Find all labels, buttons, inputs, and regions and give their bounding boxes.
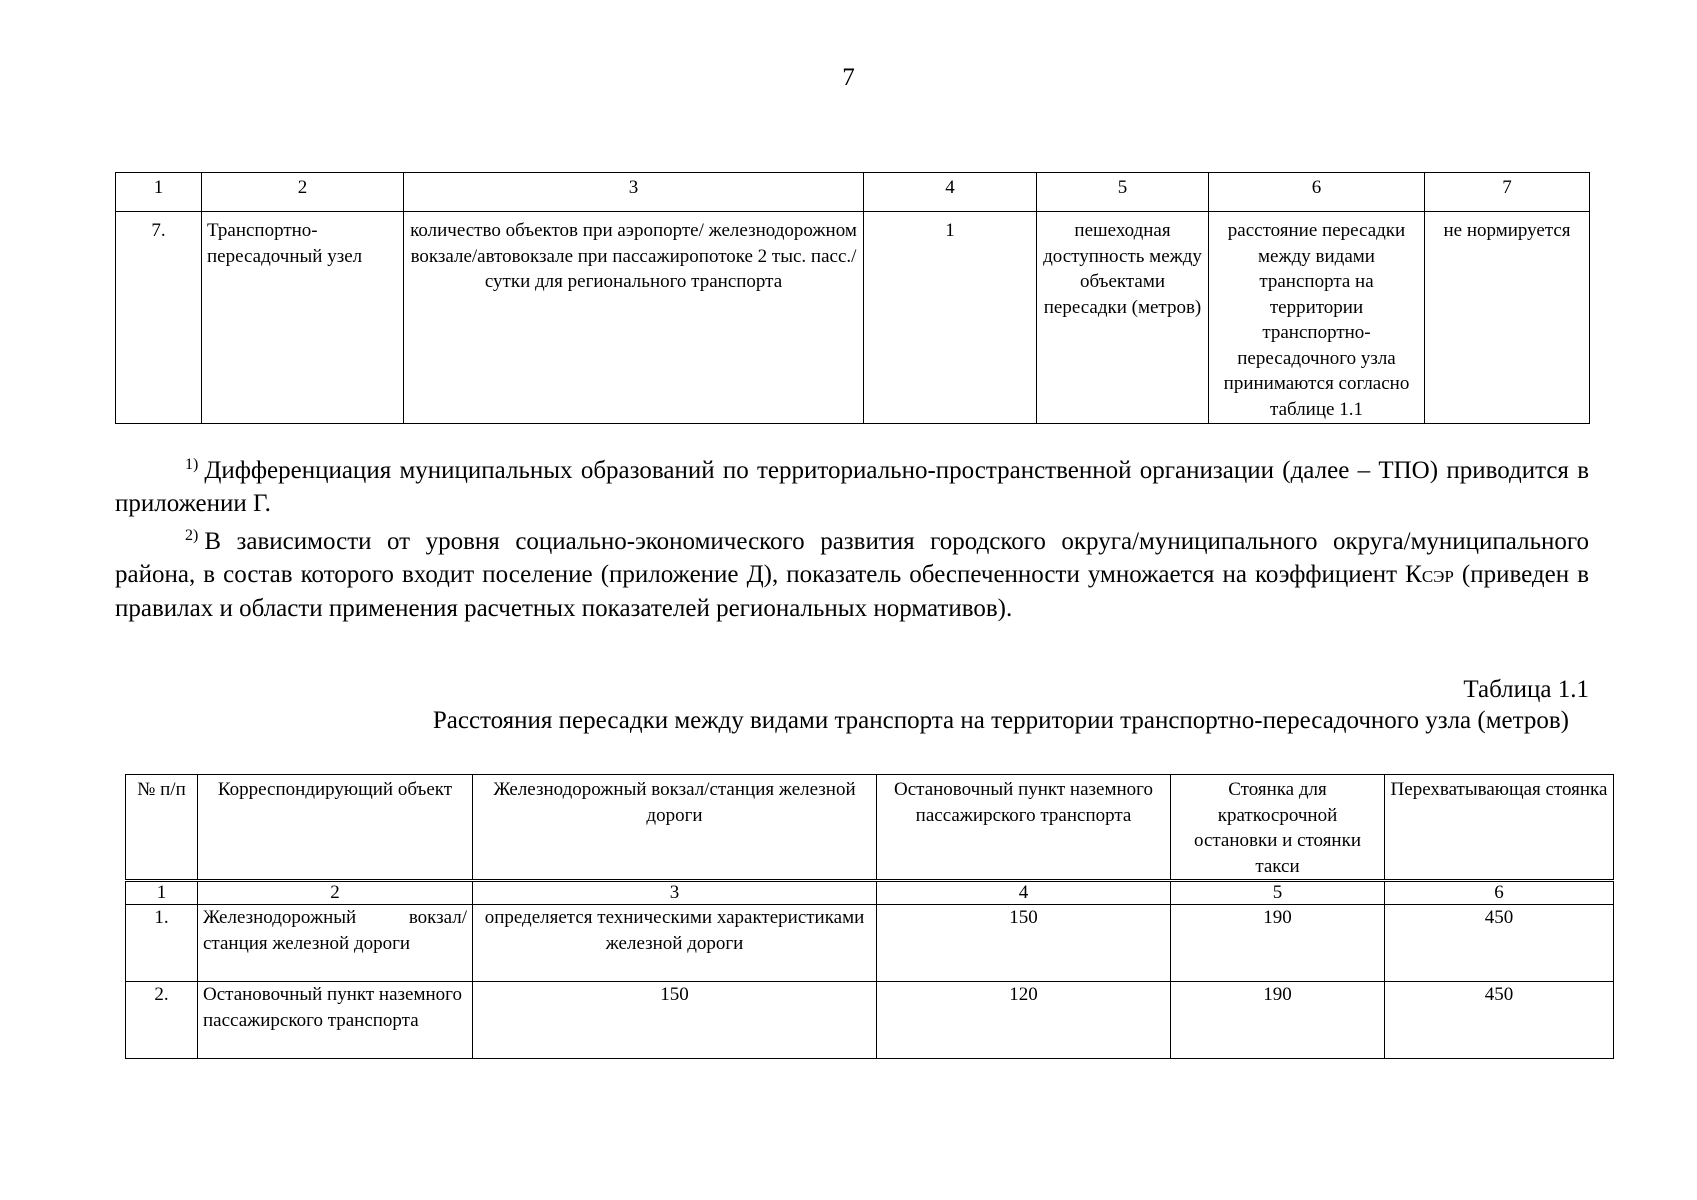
column-header: Стоянка для краткосрочной остановки и стоянки такси xyxy=(1171,775,1385,881)
footnote-2-text: В зависимости от уровня социально-экономического развития городского округа/муниципального округа/муниципального района, в состав которого входит поселение (приложение Д), показатель обеспеченности умножается на коэффициент К xyxy=(115,528,1589,588)
column-number: 6 xyxy=(1385,881,1614,905)
table-header-row xyxy=(126,775,1614,881)
column-number: 5 xyxy=(1037,173,1209,212)
footnote-2-text-end: (приведен в правилах и области применения расчетных показателей региональных нормативов). xyxy=(115,560,1589,622)
column-number: 4 xyxy=(877,881,1171,905)
footnote-1 xyxy=(115,449,1589,520)
column-header: № п/п xyxy=(126,775,198,881)
object-cell: Железнодорожный вокзал/станция железной дороги xyxy=(198,905,473,982)
stop-cell: 150 xyxy=(877,905,1171,982)
column-number: 1 xyxy=(116,173,202,212)
table-row xyxy=(116,212,1590,424)
value-cell: 1 xyxy=(864,212,1037,424)
table-caption: Расстояния пересадки между видами транспорта на территории транспортно-пересадочного узла (метров) xyxy=(432,707,1569,734)
footnote-1-marker: 1) xyxy=(185,456,199,473)
footnote-1-text: Дифференциация муниципальных образований по территориально-пространственной организации (далее – ТПО) приводится в приложении Г. xyxy=(115,457,1589,517)
top-table-number-row xyxy=(116,173,1590,212)
row-number: 1. xyxy=(126,905,198,982)
column-number: 7 xyxy=(1425,173,1590,212)
coefficient-subscript: СЭР xyxy=(1421,566,1454,586)
accessibility-cell: пешеходная доступность между объектами пересадки (метров) xyxy=(1037,212,1209,424)
column-header: Остановочный пункт наземного пассажирского транспорта xyxy=(877,775,1171,881)
table-label: Таблица 1.1 xyxy=(1463,676,1589,703)
footnote-2 xyxy=(115,520,1589,626)
footnotes xyxy=(115,449,1589,626)
column-number: 2 xyxy=(202,173,404,212)
table-row xyxy=(126,905,1614,982)
column-number: 1 xyxy=(126,881,198,905)
column-number: 4 xyxy=(864,173,1037,212)
taxi-cell: 190 xyxy=(1171,982,1385,1059)
column-number: 6 xyxy=(1209,173,1425,212)
object-cell: Остановочный пункт наземного пассажирского транспорта xyxy=(198,982,473,1059)
table-number-row xyxy=(126,881,1614,905)
intercept-cell: 450 xyxy=(1385,905,1614,982)
indicator-cell: количество объектов при аэропорте/ железнодорожном вокзале/автовокзале при пассажиропотоке 2 тыс. пасс./сутки для регионального транспорта xyxy=(404,212,864,424)
column-header: Перехватывающая стоянка xyxy=(1385,775,1614,881)
table-row xyxy=(126,982,1614,1059)
column-number: 2 xyxy=(198,881,473,905)
accessibility-value-cell: расстояние пересадки между видами транспорта на территории транспортно-пересадочного узла принимаются согласно таблице 1.1 xyxy=(1209,212,1425,424)
column-header: Корреспондирующий объект xyxy=(198,775,473,881)
row-number: 7. xyxy=(116,212,202,424)
column-number: 3 xyxy=(473,881,877,905)
column-number: 3 xyxy=(404,173,864,212)
column-number: 5 xyxy=(1171,881,1385,905)
note-cell: не нормируется xyxy=(1425,212,1590,424)
row-number: 2. xyxy=(126,982,198,1059)
rail-cell: 150 xyxy=(473,982,877,1059)
footnote-2-marker: 2) xyxy=(185,527,199,544)
top-table xyxy=(115,172,1590,424)
taxi-cell: 190 xyxy=(1171,905,1385,982)
stop-cell: 120 xyxy=(877,982,1171,1059)
page-number: 7 xyxy=(842,64,855,91)
object-cell: Транспортно-пересадочный узел xyxy=(202,212,404,424)
transfer-distance-table xyxy=(125,774,1614,1059)
rail-cell: определяется техническими характеристиками железной дороги xyxy=(473,905,877,982)
intercept-cell: 450 xyxy=(1385,982,1614,1059)
column-header: Железнодорожный вокзал/станция железной дороги xyxy=(473,775,877,881)
